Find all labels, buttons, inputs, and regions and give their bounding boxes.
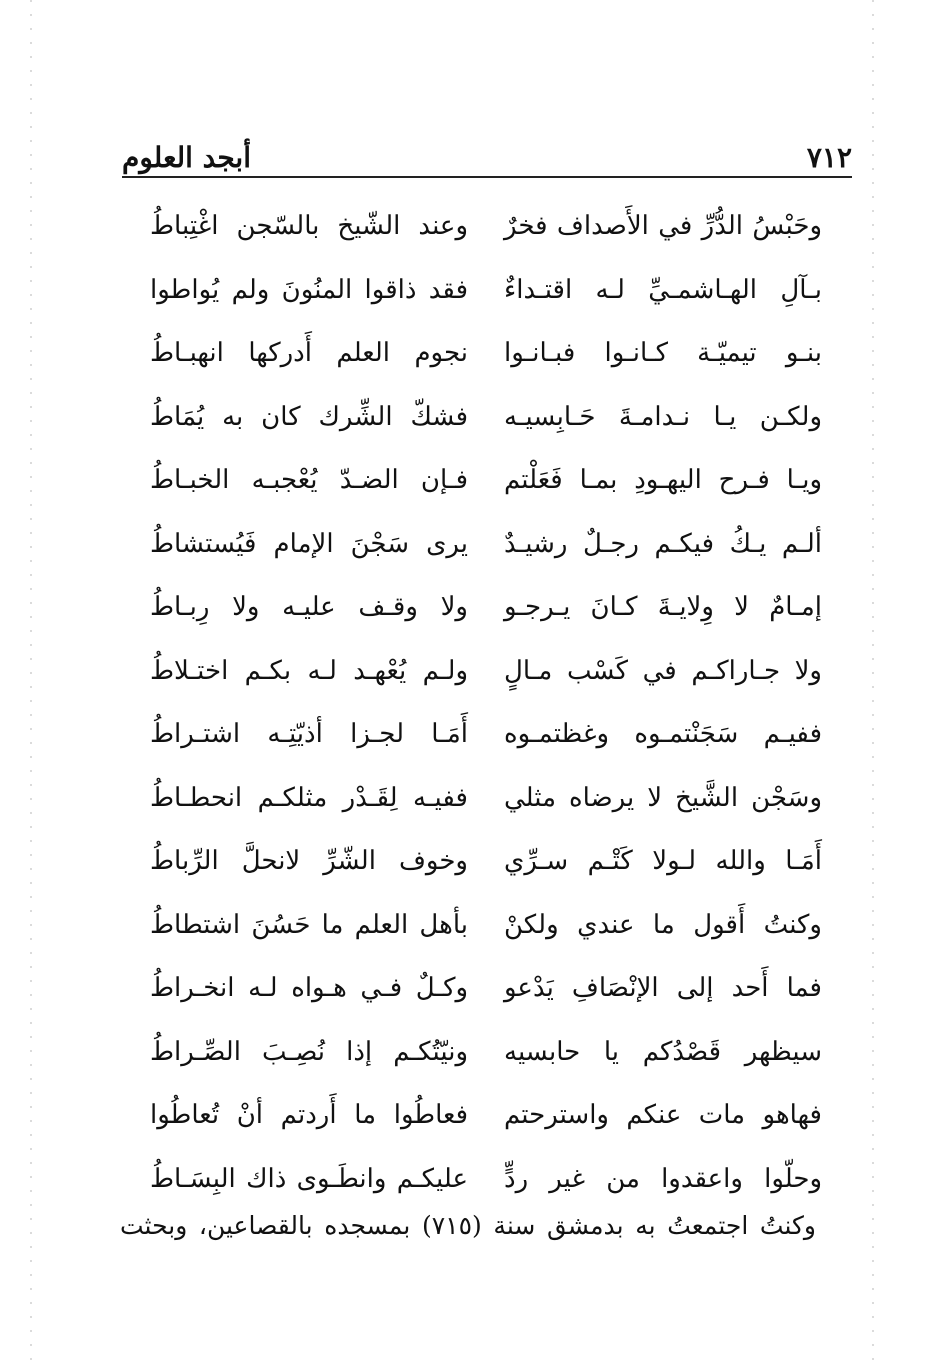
verse-line [150,198,822,254]
verse-second-hemistich: ففيـه لِقَـدْر مثلكـم انحطـاطُ [150,782,468,813]
verse-second-hemistich: يرى سَجْنَ الإمام فَيُستشاطُ [150,528,468,559]
verse-line [150,706,822,762]
verse-first-hemistich: ففيـم سَجَنْتمـوه وغظتمـوه [504,719,822,749]
verse-line [150,1024,822,1080]
verse-line [150,516,822,572]
verse-line [150,389,822,445]
verse-line [150,579,822,635]
verse-first-hemistich: ألـم يـكُ فيكـم رجـلٌ رشيـدٌ [504,528,822,559]
verse-first-hemistich: أَمَـا والله لـولا كَتْـم سـرِّي [504,846,822,876]
verse-line [150,833,822,889]
page-number: ٧١٢ [806,141,852,174]
verse-first-hemistich: فما أَحد إلى الإنْصَافِ يَدْعو [504,973,822,1003]
verse-first-hemistich: بـآلِ الهـاشمـيِّ لـه اقتـداءٌ [504,274,822,305]
verse-first-hemistich: وكنتُ أَقول ما عندي ولكنْ [504,909,822,940]
verse-second-hemistich: فقد ذاقوا المنُونَ ولم يُواطوا [150,274,468,305]
verse-first-hemistich: بنـو تيميّـة كـانـوا فبـانـوا [504,338,822,368]
verse-first-hemistich: فهاهو مات عنكم واسترحتم [504,1100,822,1130]
verse-first-hemistich: وحلّوا واعقدوا من غير ردٍّ [504,1163,822,1194]
verse-second-hemistich: وكـلٌ فـي هـواه لـه انخـراطُ [150,973,468,1003]
verse-line [150,897,822,953]
verse-second-hemistich: ولا وقـف عليـه ولا رِبـاطُ [150,592,468,622]
verse-second-hemistich: ونيّتُكـم إذا نُصِـبَ الصِّـراطُ [150,1036,468,1067]
verse-second-hemistich: نجوم العلم أَدركها انهبـاطُ [150,338,468,368]
verse-second-hemistich: بأهل العلم ما حَسُنَ اشتطاطُ [150,909,468,940]
running-title: أبجد العلوم [122,141,251,174]
verse-second-hemistich: وعند الشّيخ بالسّجن اغْتِباطُ [150,211,468,241]
verse-line [150,960,822,1016]
verse-second-hemistich: أَمَـا لجـزا أذيّتِـه اشتـراطُ [150,719,468,749]
verse-first-hemistich: إمـامٌ لا وِلايـةَ كـانَ يـرجـو [504,592,822,622]
verse-first-hemistich: ولكـن يـا نـدامـةَ حَـابِسيـه [504,401,822,432]
verse-second-hemistich: عليكـم وانطَـوى ذاك البِسَـاطُ [150,1163,468,1194]
verse-first-hemistich: وسَجْن الشَّيخ لا يرضاه مثلي [504,782,822,813]
verse-first-hemistich: وحَبْسُ الدُّرِّ في الأَصداف فخرٌ [504,211,822,241]
verse-first-hemistich: سيظهر قَصْدُكم يا حابسيه [504,1036,822,1067]
verse-line [150,770,822,826]
verse-second-hemistich: وخوف الشّرِّ لانحلَّ الرِّباطُ [150,846,468,876]
prose-line: وكنتُ اجتمعتُ به بدمشق سنة (٧١٥) بمسجده بالقصاعين، وبحثت [120,1211,816,1240]
verse-line [150,452,822,508]
verse-second-hemistich: فـإن الضـدّ يُعْجبـه الخبـاطُ [150,465,468,495]
verse-second-hemistich: فعاطُوا ما أَردتم أنْ تُعاطُوا [150,1100,468,1130]
verse-second-hemistich: فشكّ الشِّرك كان به يُمَاطُ [150,401,468,432]
verse-line [150,325,822,381]
verse-line [150,262,822,318]
verse-second-hemistich: ولـم يُعْهـد لـه بكـم اختـلاطُ [150,655,468,686]
verse-line [150,643,822,699]
verse-first-hemistich: ويـا فـرح اليهـودِ بمـا فَعَلْتم [504,465,822,495]
verse-first-hemistich: ولا جـاراكـم في كَسْب مـالٍ [504,655,822,686]
verse-line [150,1087,822,1143]
